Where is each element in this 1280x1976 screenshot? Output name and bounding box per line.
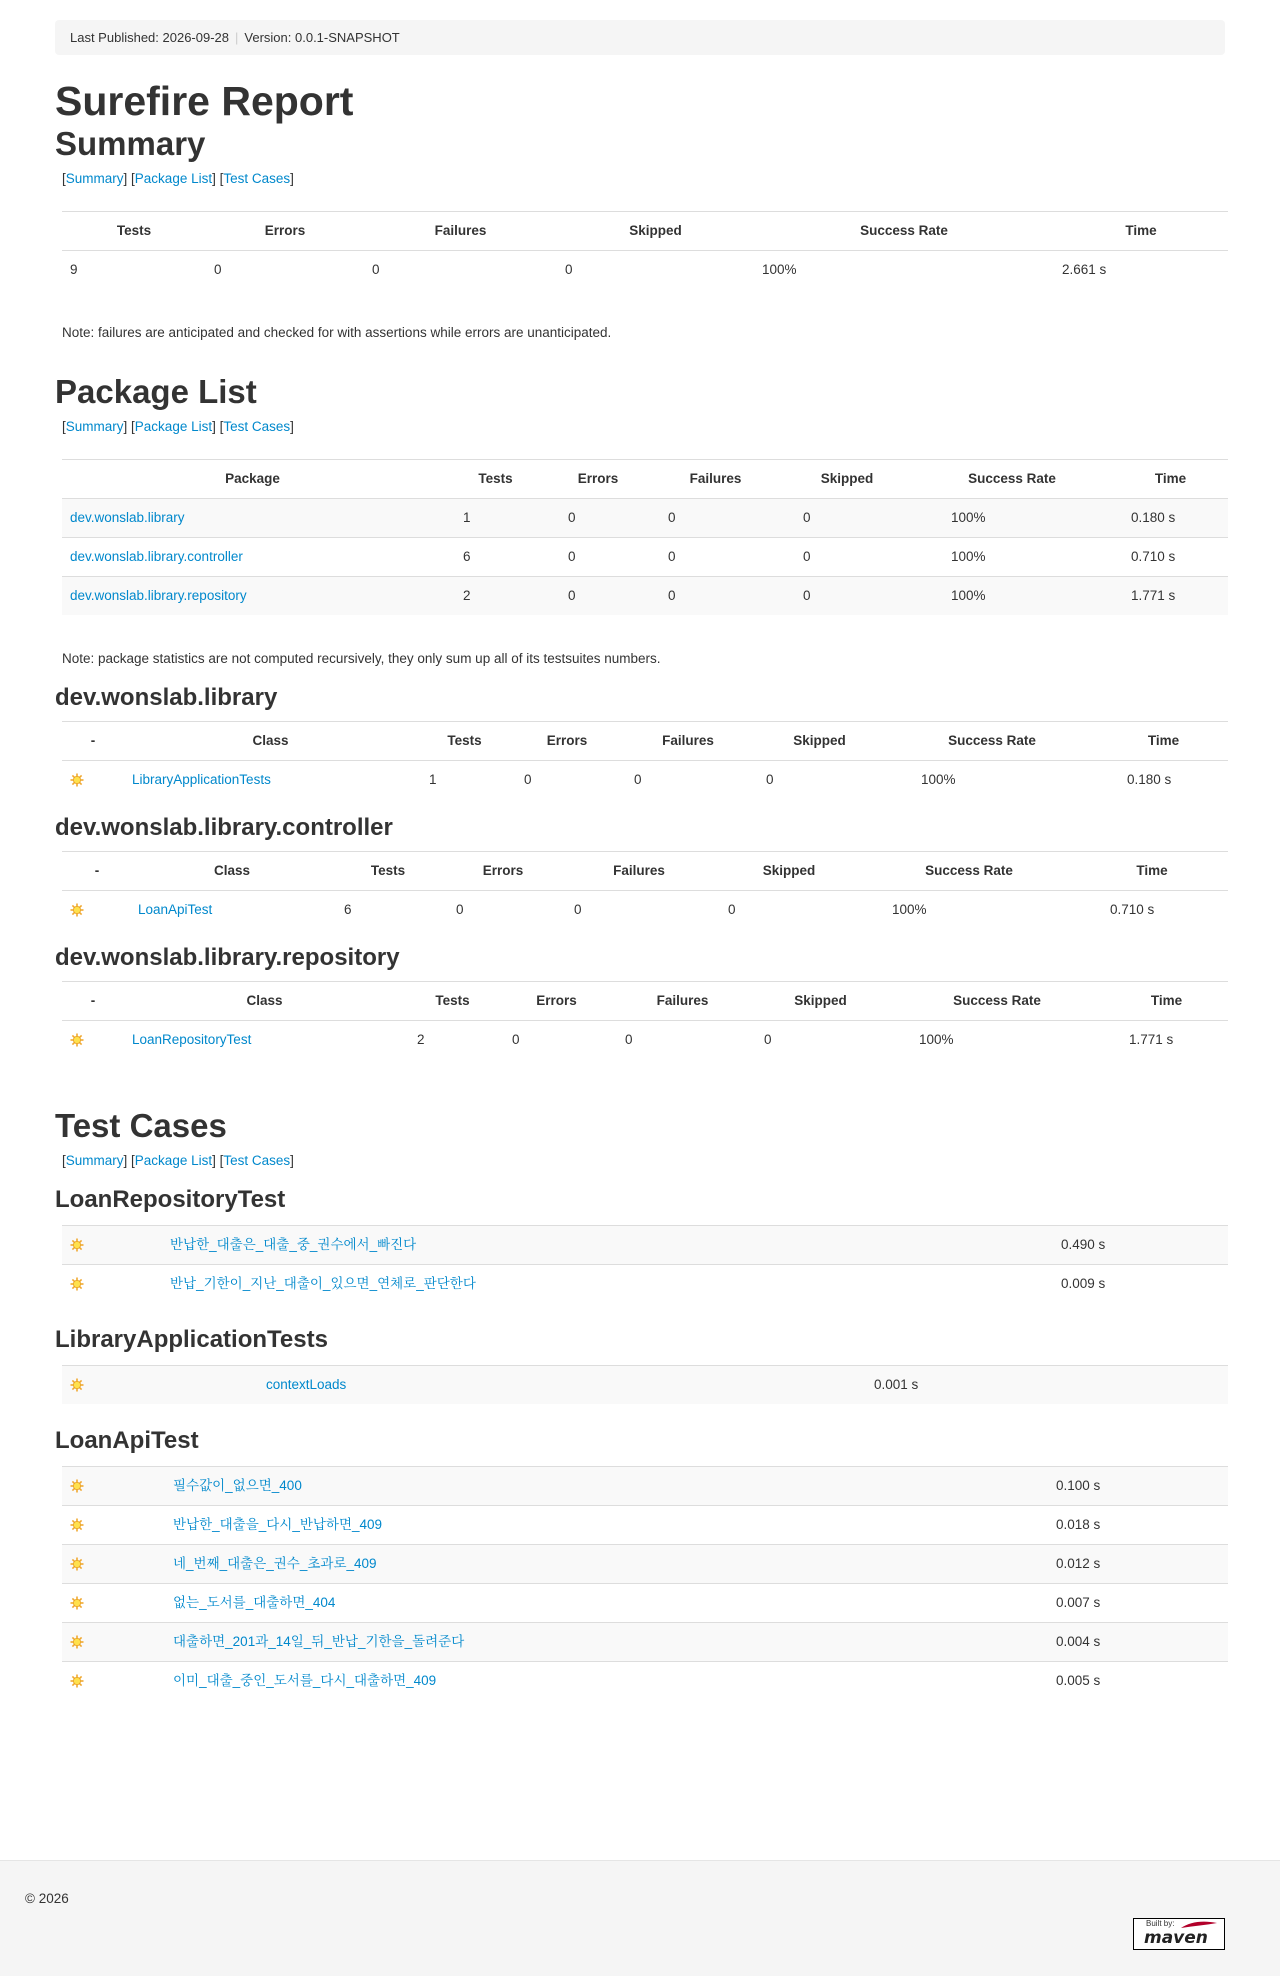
cell-failures: 0 <box>574 902 582 917</box>
cell-failures: 0 <box>625 1032 633 1047</box>
test-case-row <box>62 1662 1228 1701</box>
cell-success-rate: 100% <box>911 499 1113 538</box>
col-header: Tests <box>443 460 548 499</box>
table-header-row <box>62 852 1228 891</box>
col-header: Time <box>1054 212 1228 251</box>
col-header: Class <box>124 982 405 1021</box>
col-header: Class <box>132 852 332 891</box>
success-icon <box>70 773 84 787</box>
test-case-link[interactable]: 필수값이_없으면_400 <box>173 1478 302 1493</box>
cell-test-name <box>162 1265 1053 1304</box>
package-list-title: Package List <box>55 373 257 410</box>
test-case-row <box>62 1584 1228 1623</box>
last-published: Last Published: 2026-09-28 <box>70 29 230 45</box>
success-icon <box>70 1635 84 1649</box>
cell-icon <box>62 761 124 800</box>
cell-icon <box>62 1623 165 1662</box>
cell-test-name <box>165 1662 1048 1701</box>
table-row <box>62 577 1228 616</box>
success-icon <box>70 1596 84 1610</box>
col-header: Skipped <box>754 722 885 761</box>
cell-tests: 2 <box>443 577 548 616</box>
col-header: Skipped <box>716 852 862 891</box>
success-icon <box>70 1518 84 1532</box>
col-header: - <box>62 852 132 891</box>
cell-failures: 0 <box>648 577 783 616</box>
package-link[interactable]: dev.wonslab.library.repository <box>70 588 247 603</box>
nav-summary-link[interactable]: Summary <box>65 419 124 434</box>
test-case-table <box>62 1466 1228 1700</box>
cell-time: 0.018 s <box>1048 1506 1228 1545</box>
col-header: Time <box>1076 852 1228 891</box>
cell-success-rate: 100% <box>911 577 1113 616</box>
col-header: Success Rate <box>754 212 1054 251</box>
summary-table <box>62 211 1228 289</box>
nav-test-cases-link[interactable]: Test Cases <box>223 171 291 186</box>
package-title: dev.wonslab.library.repository <box>55 944 400 971</box>
footer <box>0 1860 1280 1976</box>
cell-errors: 0 <box>456 902 464 917</box>
col-header: Failures <box>364 212 557 251</box>
cell-skipped: 0 <box>783 538 911 577</box>
cell-time: 0.007 s <box>1048 1584 1228 1623</box>
col-header: Failures <box>648 460 783 499</box>
cell-time: 0.004 s <box>1048 1623 1228 1662</box>
success-icon <box>70 1238 84 1252</box>
copyright: © 2026 <box>25 1891 69 1906</box>
table-header-row <box>62 982 1228 1021</box>
cell-success-rate: 100% <box>911 538 1113 577</box>
cell-icon <box>62 1021 124 1060</box>
col-header: Errors <box>206 212 364 251</box>
test-case-link[interactable]: contextLoads <box>266 1377 347 1392</box>
col-header: Skipped <box>752 982 889 1021</box>
summary-nav: [Summary] [Package List] [Test Cases] <box>62 171 294 186</box>
cell-time: 0.710 s <box>1110 902 1155 917</box>
nav-test-cases-link[interactable]: Test Cases <box>223 1153 291 1168</box>
test-case-link[interactable]: 대출하면_201과_14일_뒤_반납_기한을_돌려준다 <box>173 1634 465 1649</box>
success-icon <box>70 1674 84 1688</box>
cell-icon <box>62 1584 165 1623</box>
cell-tests: 1 <box>429 772 437 787</box>
cell-icon <box>62 1662 165 1701</box>
col-header: Tests <box>417 722 512 761</box>
col-header: Tests <box>405 982 500 1021</box>
package-title: dev.wonslab.library.controller <box>55 814 393 841</box>
summary-title: Summary <box>55 125 206 162</box>
cell-skipped: 0 <box>728 902 736 917</box>
test-case-link[interactable]: 반납_기한이_지난_대출이_있으면_연체로_판단한다 <box>170 1276 476 1291</box>
cell-skipped: 0 <box>764 1032 772 1047</box>
cell-icon <box>62 1226 162 1265</box>
cell-skipped: 0 <box>565 262 573 277</box>
cell-test-name <box>165 1545 1048 1584</box>
success-icon <box>70 903 84 917</box>
col-header: Errors <box>512 722 622 761</box>
cell-test-name <box>165 1584 1048 1623</box>
class-link[interactable]: LoanRepositoryTest <box>132 1032 252 1047</box>
col-header: Time <box>1099 722 1228 761</box>
cell-errors: 0 <box>548 538 648 577</box>
cell-icon <box>62 1506 165 1545</box>
col-header: Success Rate <box>911 460 1113 499</box>
cell-failures: 0 <box>648 499 783 538</box>
test-case-row <box>62 1506 1228 1545</box>
test-group-title: LibraryApplicationTests <box>55 1326 328 1353</box>
table-row <box>62 251 1228 290</box>
divider: | <box>235 29 239 45</box>
cell-success-rate: 100% <box>919 1032 954 1047</box>
col-header: Errors <box>444 852 562 891</box>
cell-test-name <box>165 1506 1048 1545</box>
col-header: Skipped <box>783 460 911 499</box>
test-case-row <box>62 1623 1228 1662</box>
success-icon <box>70 1033 84 1047</box>
package-list-table <box>62 459 1228 615</box>
cell-errors: 0 <box>524 772 532 787</box>
badge-built-by: Built by: <box>1146 1919 1175 1928</box>
badge-maven-word: maven <box>1144 1928 1208 1948</box>
cell-tests: 6 <box>344 902 352 917</box>
nav-package-list-link[interactable]: Package List <box>134 419 213 434</box>
package-link[interactable]: dev.wonslab.library <box>70 510 185 525</box>
cell-tests: 1 <box>443 499 548 538</box>
test-cases-nav: [Summary] [Package List] [Test Cases] <box>62 1153 294 1168</box>
cell-package <box>62 538 443 577</box>
cell-errors: 0 <box>214 262 222 277</box>
publish-info-bar <box>55 20 1225 55</box>
cell-success-rate: 100% <box>892 902 927 917</box>
test-case-row <box>62 1545 1228 1584</box>
cell-success-rate: 100% <box>921 772 956 787</box>
test-group-title: LoanRepositoryTest <box>55 1186 286 1213</box>
cell-time: 1.771 s <box>1113 577 1228 616</box>
test-case-row <box>62 1265 1228 1304</box>
cell-test-name <box>258 1366 866 1405</box>
cell-class <box>132 891 332 930</box>
success-icon <box>70 1378 84 1392</box>
cell-package <box>62 499 443 538</box>
col-header: Failures <box>622 722 754 761</box>
col-header: Tests <box>332 852 444 891</box>
test-case-link[interactable]: 이미_대출_중인_도서를_다시_대출하면_409 <box>173 1673 437 1688</box>
cell-errors: 0 <box>512 1032 520 1047</box>
nav-package-list-link[interactable]: Package List <box>134 1153 213 1168</box>
col-header: Failures <box>613 982 752 1021</box>
table-row <box>62 499 1228 538</box>
cell-test-name <box>165 1467 1048 1506</box>
col-header: Skipped <box>557 212 754 251</box>
cell-success-rate: 100% <box>762 262 797 277</box>
table-header-row <box>62 212 1228 251</box>
maven-badge[interactable] <box>1133 1918 1225 1950</box>
test-case-table <box>62 1365 1228 1404</box>
test-case-link[interactable]: 반납한_대출은_대출_중_권수에서_빠진다 <box>170 1237 417 1252</box>
col-header: - <box>62 982 124 1021</box>
cell-icon <box>62 1545 165 1584</box>
table-row <box>62 891 1228 930</box>
cell-time: 0.009 s <box>1061 1276 1106 1291</box>
nav-package-list-link[interactable]: Package List <box>134 171 213 186</box>
test-case-table <box>62 1225 1228 1303</box>
table-header-row <box>62 722 1228 761</box>
cell-skipped: 0 <box>783 499 911 538</box>
page-content <box>55 20 1225 1700</box>
nav-summary-link[interactable]: Summary <box>65 171 124 186</box>
cell-class <box>124 1021 405 1060</box>
class-link[interactable]: LoanApiTest <box>138 902 213 917</box>
cell-skipped: 0 <box>783 577 911 616</box>
cell-time: 0.012 s <box>1048 1545 1228 1584</box>
col-header: Time <box>1113 460 1228 499</box>
cell-skipped: 0 <box>766 772 774 787</box>
test-case-link[interactable]: 없는_도서를_대출하면_404 <box>173 1595 336 1610</box>
table-header-row <box>62 460 1228 499</box>
cell-time: 0.490 s <box>1053 1226 1228 1265</box>
cell-package <box>62 577 443 616</box>
test-group-title: LoanApiTest <box>55 1427 199 1454</box>
nav-test-cases-link[interactable]: Test Cases <box>223 419 291 434</box>
col-header: Failures <box>562 852 716 891</box>
success-icon <box>70 1479 84 1493</box>
package-list-note: Note: package statistics are not computed recursively, they only sum up all of its testsuites numbers. <box>62 651 661 666</box>
cell-failures: 0 <box>372 262 380 277</box>
cell-tests: 2 <box>417 1032 425 1047</box>
version: Version: 0.0.1-SNAPSHOT <box>244 29 400 45</box>
table-row <box>62 538 1228 577</box>
cell-class <box>124 761 417 800</box>
cell-failures: 0 <box>648 538 783 577</box>
cell-time: 0.001 s <box>866 1366 1228 1405</box>
cell-time: 0.005 s <box>1056 1673 1101 1688</box>
cell-test-name <box>165 1623 1048 1662</box>
col-header: Tests <box>62 212 206 251</box>
cell-time: 0.180 s <box>1127 772 1172 787</box>
summary-note: Note: failures are anticipated and checked for with assertions while errors are unanticipated. <box>62 325 612 340</box>
col-header: Errors <box>548 460 648 499</box>
col-header: Class <box>124 722 417 761</box>
cell-time: 1.771 s <box>1129 1032 1174 1047</box>
package-title: dev.wonslab.library <box>55 684 278 711</box>
package-link[interactable]: dev.wonslab.library.controller <box>70 549 243 564</box>
package-class-table <box>62 981 1228 1059</box>
table-row <box>62 1021 1228 1060</box>
test-case-link[interactable]: 반납한_대출을_다시_반납하면_409 <box>173 1517 383 1532</box>
test-cases-title: Test Cases <box>55 1107 227 1144</box>
success-icon <box>70 1277 84 1291</box>
cell-tests: 6 <box>443 538 548 577</box>
cell-icon <box>62 1467 165 1506</box>
cell-icon <box>62 1265 162 1304</box>
cell-icon <box>62 891 132 930</box>
success-icon <box>70 1557 84 1571</box>
cell-test-name <box>162 1226 1053 1265</box>
col-header: Errors <box>500 982 613 1021</box>
nav-summary-link[interactable]: Summary <box>65 1153 124 1168</box>
col-header: Success Rate <box>889 982 1105 1021</box>
cell-time: 2.661 s <box>1062 262 1107 277</box>
col-header: Success Rate <box>862 852 1076 891</box>
package-list-nav: [Summary] [Package List] [Test Cases] <box>62 419 294 434</box>
class-link[interactable]: LibraryApplicationTests <box>132 772 271 787</box>
test-case-row <box>62 1467 1228 1506</box>
package-class-table <box>62 721 1228 799</box>
col-header: Success Rate <box>885 722 1099 761</box>
col-header: Package <box>62 460 443 499</box>
cell-failures: 0 <box>634 772 642 787</box>
cell-errors: 0 <box>548 577 648 616</box>
cell-errors: 0 <box>548 499 648 538</box>
cell-time: 0.710 s <box>1113 538 1228 577</box>
cell-icon <box>62 1366 258 1405</box>
test-case-link[interactable]: 네_번째_대출은_권수_초과로_409 <box>173 1556 377 1571</box>
cell-time: 0.180 s <box>1113 499 1228 538</box>
table-row <box>62 761 1228 800</box>
package-class-table <box>62 851 1228 929</box>
test-case-row <box>62 1366 1228 1405</box>
col-header: - <box>62 722 124 761</box>
page-title: Surefire Report <box>55 78 354 124</box>
cell-tests: 9 <box>70 262 78 277</box>
cell-time: 0.100 s <box>1048 1467 1228 1506</box>
col-header: Time <box>1105 982 1228 1021</box>
test-case-row <box>62 1226 1228 1265</box>
